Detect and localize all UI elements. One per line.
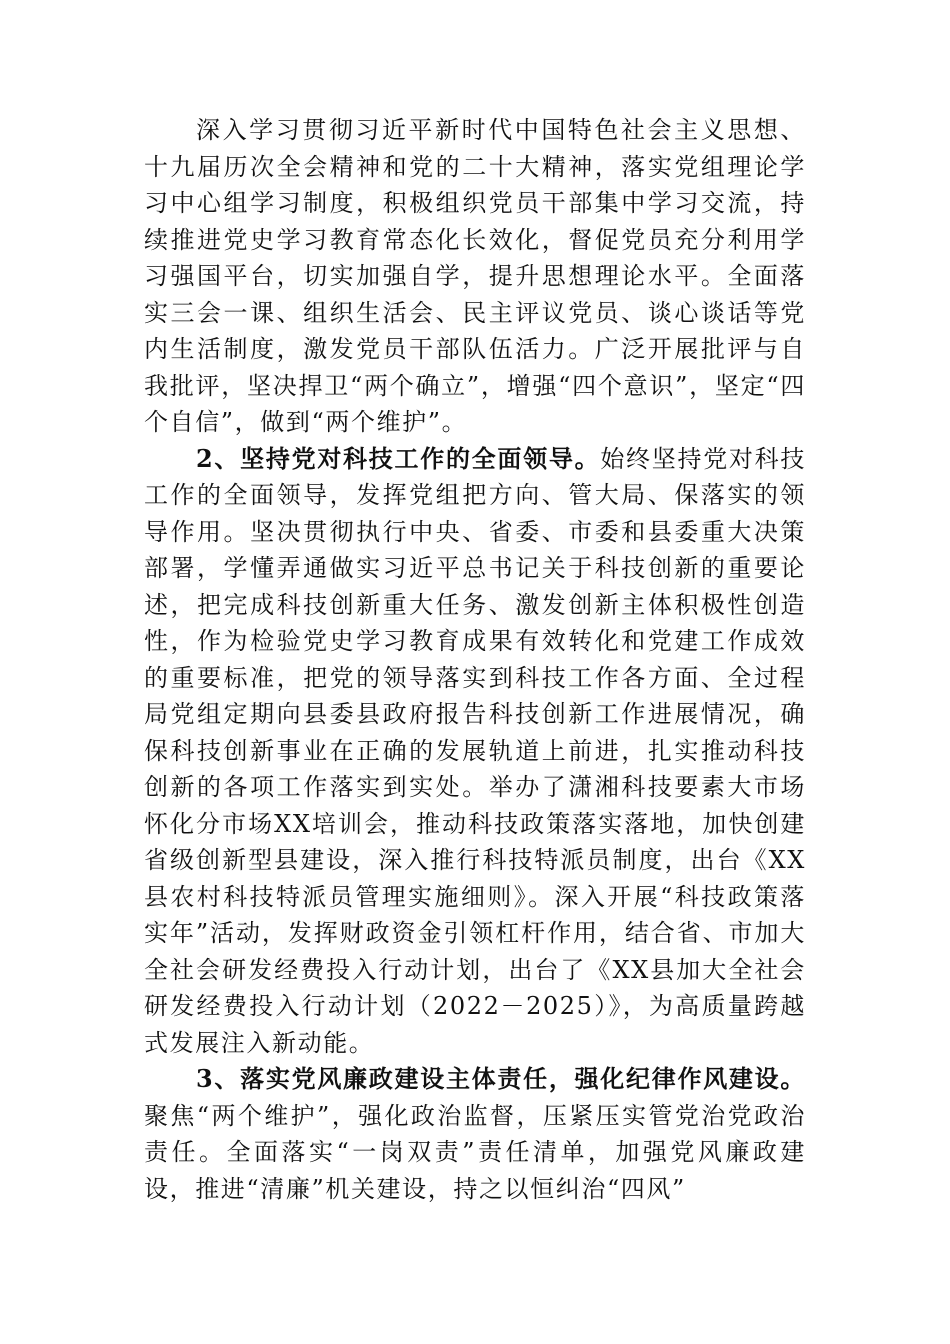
paragraph-study-text: 深入学习贯彻习近平新时代中国特色社会主义思想、十九届历次全会精神和党的二十大精神，落实党组理论学习中心组学习制度，积极组织党员干部集中学习交流，持续推进党史学习教育常态化长效化，督促党员充分利用学习强国平台，切实加强自学，提升思想理论水平。全面落实三会一课、组织生活会、民主评议党员、谈心谈话等党内生活制度，激发党员干部队伍活力。广泛开展批评与自我批评，坚决捍卫“两个确立”，增强“四个意识”，坚定“四个自信”，做到“两个维护”。 <box>144 116 806 436</box>
paragraph-study <box>144 112 806 441</box>
paragraph-integrity-heading: 3、落实党风廉政建设主体责任，强化纪律作风建设。 <box>196 1064 806 1093</box>
paragraph-leadership-heading: 2、坚持党对科技工作的全面领导。 <box>196 443 601 473</box>
paragraph-integrity <box>144 1061 806 1207</box>
paragraph-integrity-text: 聚焦“两个维护”，强化政治监督，压紧压实管党治党政治责任。全面落实“一岗双责”责任清单，加强党风廉政建设，推进“清廉”机关建设，持之以恒纠治“四风” <box>144 1101 806 1203</box>
paragraph-leadership <box>144 441 806 1062</box>
paragraph-leadership-text: 始终坚持党对科技工作的全面领导，发挥党组把方向、管大局、保落实的领导作用。坚决贯彻执行中央、省委、市委和县委重大决策部署，学懂弄通做实习近平总书记关于科技创新的重要论述，把完成科技创新重大任务、激发创新主体积极性创造性，作为检验党史学习教育成果有效转化和党建工作成效的重要标准，把党的领导落实到科技工作各方面、全过程局党组定期向县委县政府报告科技创新工作进展情况，确保科技创新事业在正确的发展轨道上前进，扎实推动科技创新的各项工作落实到实处。举办了潇湘科技要素大市场怀化分市场XX培训会，推动科技政策落实落地，加快创建省级创新型县建设，深入推行科技特派员制度，出台《XX县农村科技特派员管理实施细则》。深入开展“科技政策落实年”活动，发挥财政资金引领杠杆作用，结合省、市加大全社会研发经费投入行动计划，出台了《XX县加大全社会研发经费投入行动计划（2022－2025）》，为高质量跨越式发展注入新动能。 <box>144 444 806 1057</box>
document-body <box>144 112 806 1207</box>
